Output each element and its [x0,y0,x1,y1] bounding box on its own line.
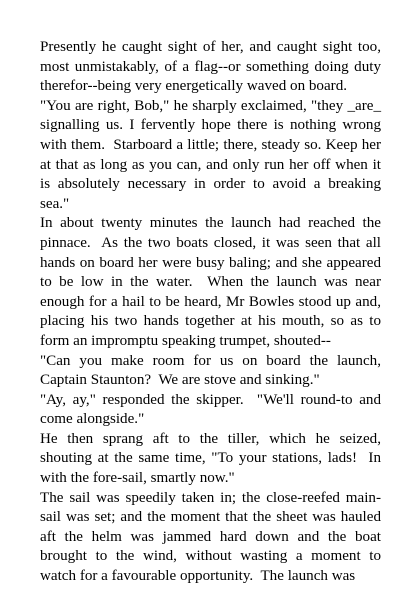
paragraph-2: "You are right, Bob," he sharply exclaimed, "they _are_ signalling us. I fervently hope there is nothing wrong with them. Starboard a little; there, steady so. Keep her at that as long as you can, and only run her off when it is absolutely necessary in order to avoid a breaking sea." [40,97,385,212]
document-page [40,38,385,587]
paragraph-1: Presently he caught sight of her, and caught sight too, most unmistakably, of a flag--or something doing duty therefor--being very energetically waved on board. [40,39,385,95]
paragraph-7: The sail was speedily taken in; the close-reefed main-sail was set; and the moment that the sheet was hauled aft the helm was jammed hard down and the boat brought to the wind, without wasting a moment to watch for a favourable opportunity. The launch was [40,489,385,585]
paragraph-4: "Can you make room for us on board the launch, Captain Staunton? We are stove and sinking." [40,352,385,389]
paragraph-6: He then sprang aft to the tiller, which he seized, shouting at the same time, "To your stations, lads! In with the fore-sail, smartly now." [40,430,385,487]
paragraph-3: In about twenty minutes the launch had reached the pinnace. As the two boats closed, it was seen that all hands on board her were busy baling; and she appeared to be low in the water. When the launch was near enough for a hail to be heard, Mr Bowles stood up and, placing his two hands together at his mouth, so as to form an impromptu speaking trumpet, shouted-- [40,215,385,349]
paragraph-5: "Ay, ay," responded the skipper. "We'll round-to and come alongside." [40,391,385,428]
